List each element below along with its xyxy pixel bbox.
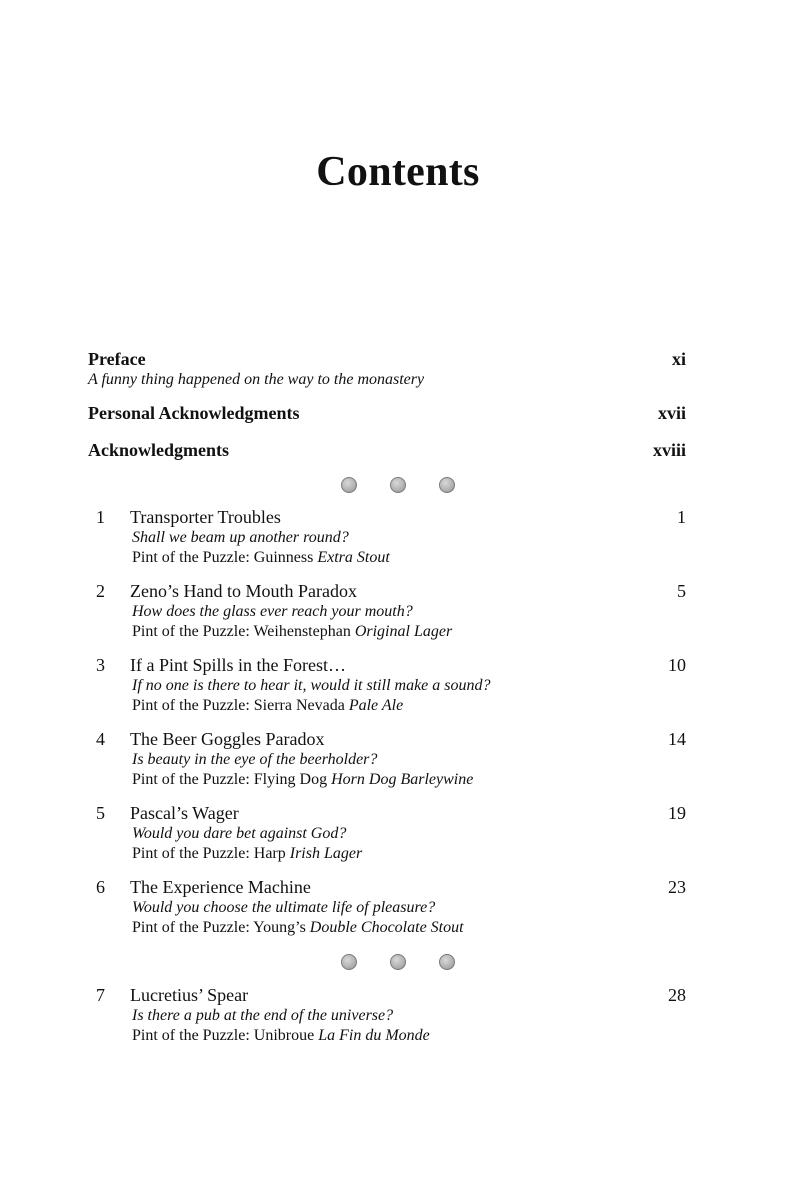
chapter-number: 3 <box>96 655 105 675</box>
toc-chapter-3[interactable] <box>96 654 686 716</box>
pint-brewer: Unibroue <box>253 1027 315 1044</box>
chapter-number: 6 <box>96 877 105 897</box>
entry-page: xviii <box>652 440 686 460</box>
pint-label: Pint of the Puzzle: <box>132 549 250 566</box>
pint-label: Pint of the Puzzle: <box>132 623 250 640</box>
ornament-divider <box>0 954 796 970</box>
pint-label: Pint of the Puzzle: <box>132 771 250 788</box>
pint-brewer: Guinness <box>253 549 314 566</box>
chapter-page: 10 <box>668 655 686 675</box>
chapter-question: Is there a pub at the end of the universe? <box>132 1007 394 1024</box>
ornament-dot-icon <box>390 954 406 970</box>
chapter-question: If no one is there to hear it, would it still make a sound? <box>132 677 491 694</box>
pint-brewer: Harp <box>253 845 286 862</box>
toc-chapter-7[interactable] <box>96 984 686 1046</box>
chapter-question: Would you choose the ultimate life of pleasure? <box>132 899 436 916</box>
chapter-title: Transporter Troubles <box>130 507 281 527</box>
pint-brewer: Young’s <box>253 919 306 936</box>
toc-chapter-2[interactable] <box>96 580 686 642</box>
pint-brewer: Flying Dog <box>253 771 328 788</box>
toc-entry-acknowledgments[interactable] <box>88 439 686 461</box>
toc-entry-personal-acknowledgments[interactable] <box>88 402 686 424</box>
chapter-question: Is beauty in the eye of the beerholder? <box>132 751 378 768</box>
chapter-pint <box>132 918 686 938</box>
ornament-dot-icon <box>390 477 406 493</box>
chapter-question: Shall we beam up another round? <box>132 529 349 546</box>
chapter-question: Would you dare bet against God? <box>132 825 347 842</box>
chapter-pint <box>132 770 686 790</box>
chapter-number: 7 <box>96 985 105 1005</box>
pint-label: Pint of the Puzzle: <box>132 845 250 862</box>
ornament-dot-icon <box>341 954 357 970</box>
pint-beer: Original Lager <box>354 623 453 640</box>
chapter-question: How does the glass ever reach your mouth? <box>132 603 413 620</box>
page-title: Contents <box>316 149 480 195</box>
toc-chapter-5[interactable] <box>96 802 686 864</box>
pint-beer: Horn Dog Barleywine <box>331 771 474 788</box>
chapter-number: 2 <box>96 581 105 601</box>
chapter-number: 5 <box>96 803 105 823</box>
ornament-dot-icon <box>439 477 455 493</box>
chapter-pint <box>132 696 686 716</box>
pint-beer: La Fin du Monde <box>318 1027 430 1044</box>
entry-page: xvii <box>657 403 686 423</box>
chapter-page: 23 <box>668 877 686 897</box>
entry-page: xi <box>671 349 686 369</box>
toc-chapter-6[interactable] <box>96 876 686 938</box>
pint-beer: Double Chocolate Stout <box>309 919 464 936</box>
entry-title: Preface <box>88 349 146 369</box>
chapter-page: 14 <box>668 729 686 749</box>
pint-brewer: Sierra Nevada <box>253 697 345 714</box>
ornament-dot-icon <box>341 477 357 493</box>
ornament-divider <box>0 477 796 493</box>
pint-beer: Extra Stout <box>317 549 390 566</box>
chapter-title: Pascal’s Wager <box>130 803 239 823</box>
chapter-title: If a Pint Spills in the Forest… <box>130 655 346 675</box>
chapter-title: Lucretius’ Spear <box>130 985 249 1005</box>
entry-title: Personal Acknowledgments <box>88 403 300 423</box>
chapter-number: 1 <box>96 507 105 527</box>
chapter-page: 28 <box>668 985 686 1005</box>
pint-label: Pint of the Puzzle: <box>132 697 250 714</box>
pint-label: Pint of the Puzzle: <box>132 1027 250 1044</box>
pint-beer: Pale Ale <box>348 697 404 714</box>
entry-subtitle: A funny thing happened on the way to the monastery <box>88 371 425 388</box>
entry-title: Acknowledgments <box>88 440 230 460</box>
chapter-title: The Experience Machine <box>130 877 311 897</box>
chapter-page: 19 <box>668 803 686 823</box>
chapter-pint <box>132 844 686 864</box>
chapter-number: 4 <box>96 729 105 749</box>
toc-entry-preface[interactable] <box>88 348 686 390</box>
chapter-title: Zeno’s Hand to Mouth Paradox <box>130 581 357 601</box>
chapter-pint <box>132 548 686 568</box>
chapter-pint <box>132 1026 686 1046</box>
pint-brewer: Weihenstephan <box>253 623 351 640</box>
chapter-page: 1 <box>677 507 686 527</box>
toc-chapter-4[interactable] <box>96 728 686 790</box>
chapter-title: The Beer Goggles Paradox <box>130 729 325 749</box>
chapter-pint <box>132 622 686 642</box>
chapter-page: 5 <box>677 581 686 601</box>
pint-label: Pint of the Puzzle: <box>132 919 250 936</box>
toc-chapter-1[interactable] <box>96 506 686 568</box>
pint-beer: Irish Lager <box>289 845 363 862</box>
ornament-dot-icon <box>439 954 455 970</box>
